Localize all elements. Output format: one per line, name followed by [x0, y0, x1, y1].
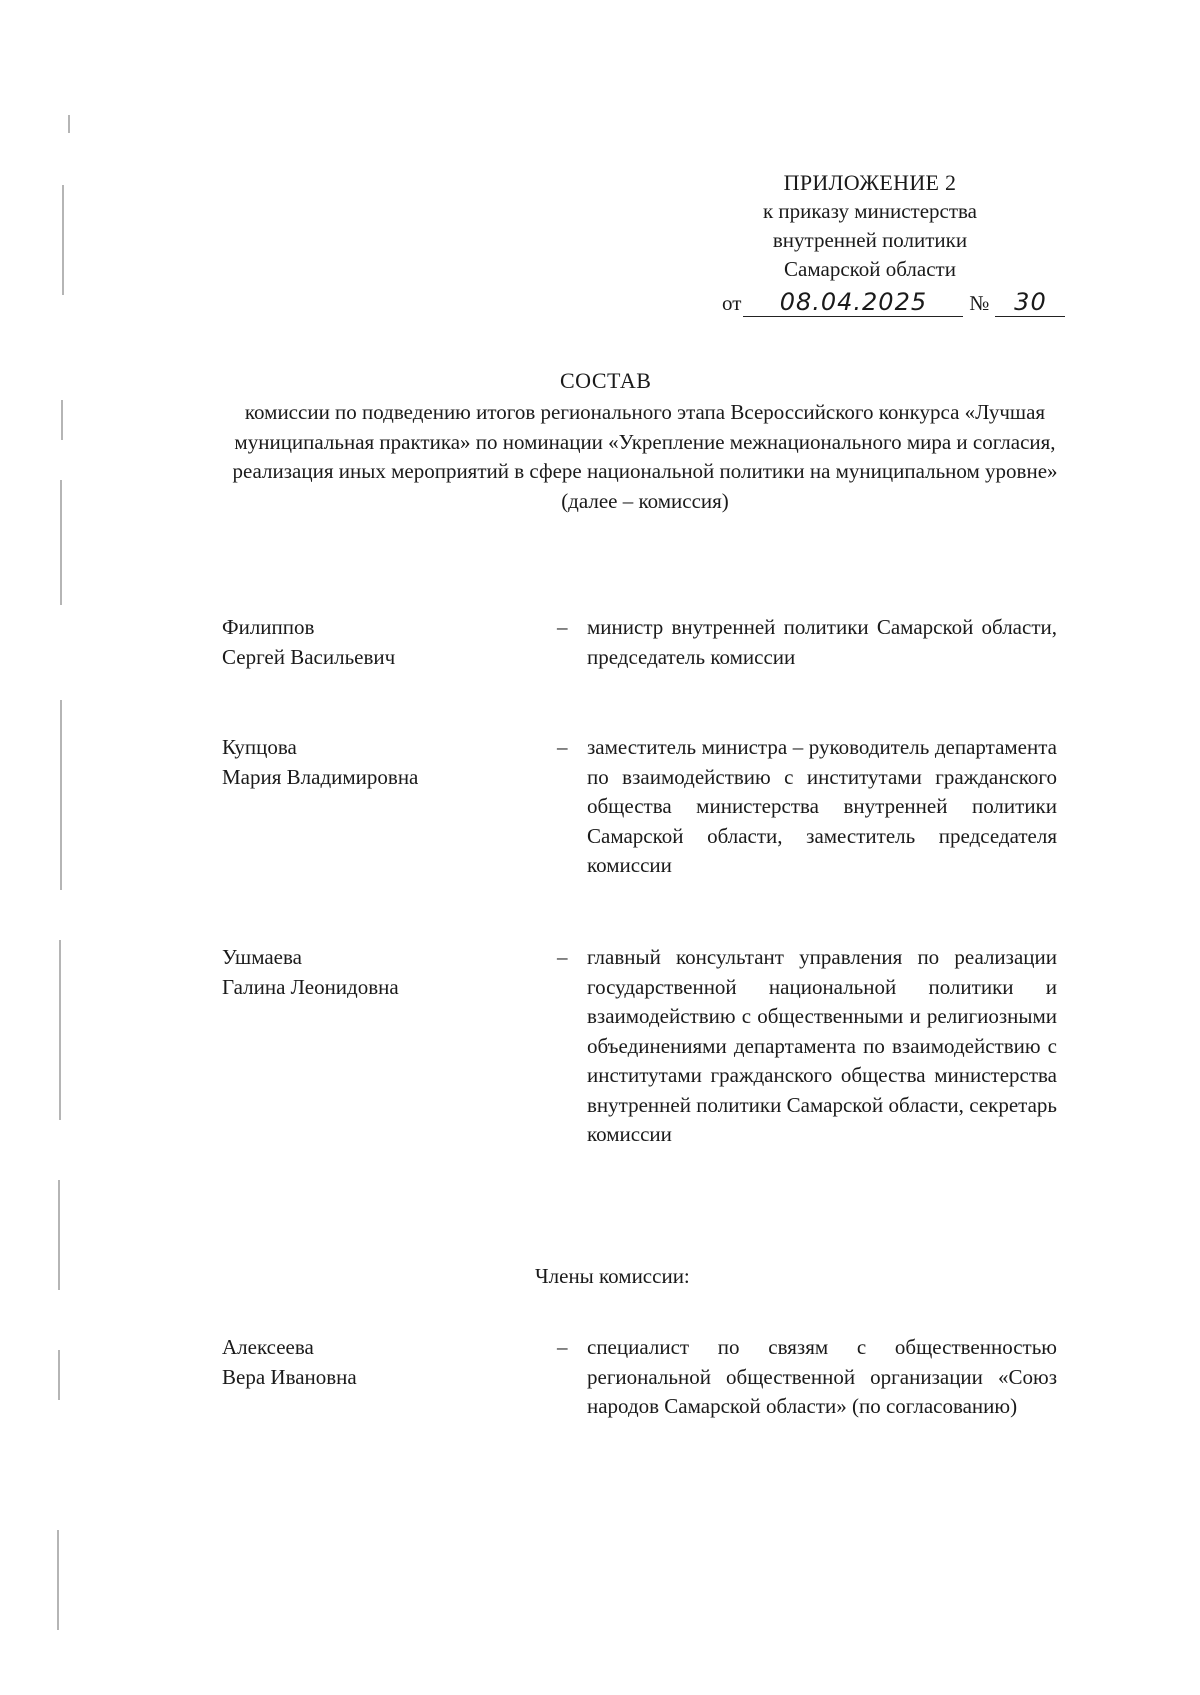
appendix-title: ПРИЛОЖЕНИЕ 2: [783, 170, 957, 195]
scan-artifact: [59, 940, 61, 1120]
dash: –: [557, 615, 568, 639]
scan-artifact: [61, 400, 63, 440]
scan-artifact: [58, 1180, 60, 1290]
member-surname: Ушмаева: [222, 945, 302, 969]
member-role: специалист по связям с общественностью региональной общественной организации «Союз народов Самарской области» (по согласованию): [587, 1335, 1057, 1418]
document-description: комиссии по подведению итогов регионального этапа Всероссийского конкурса «Лучшая муниципальная практика» по номинации «Укрепление межнационального мира и согласия, реализация иных мероприятий в сфере национальной политики на муниципальном уровне» (далее – комиссия): [232, 400, 1058, 513]
scan-artifact: [60, 700, 62, 890]
dash: –: [557, 735, 568, 759]
member-given-names: Галина Леонидовна: [222, 974, 399, 999]
dash: –: [557, 1335, 568, 1359]
dash: –: [557, 945, 568, 969]
scan-artifact: [58, 1350, 60, 1400]
member-surname: Филиппов: [222, 615, 315, 639]
member-name: [222, 733, 522, 792]
member-surname: Купцова: [222, 735, 297, 759]
member-given-names: Сергей Васильевич: [222, 644, 396, 669]
document-title: СОСТАВ: [560, 368, 652, 393]
member-given-names: Вера Ивановна: [222, 1364, 357, 1389]
scan-artifact: [60, 480, 62, 605]
scan-artifact: [68, 115, 70, 133]
member-surname: Алексеева: [222, 1335, 314, 1359]
member-role: главный консультант управления по реализации государственной национальной политики и взаимодействию с общественными и религиозными объединениями департамента по взаимодействию с институтами гражданского общества министерства внутренней политики Самарской области, секретарь комиссии: [587, 945, 1057, 1146]
member-role: заместитель министра – руководитель департамента по взаимодействию с институтами гражданского общества министерства внутренней политики Самарской области, заместитель председателя комиссии: [587, 735, 1057, 877]
member-name: [222, 1333, 522, 1392]
appendix-line: внутренней политики: [772, 228, 968, 252]
order-number: 30: [995, 288, 1065, 317]
appendix-line: к приказу министерства: [762, 199, 978, 223]
scan-artifact: [57, 1530, 59, 1630]
member-given-names: Мария Владимировна: [222, 764, 419, 789]
member-name: [222, 943, 522, 1002]
scan-artifact: [62, 185, 64, 295]
order-date-line: [722, 288, 1062, 317]
number-prefix: №: [969, 291, 990, 315]
member-name: [222, 613, 522, 672]
order-date: 08.04.2025: [743, 288, 963, 317]
date-prefix: от: [722, 291, 742, 315]
appendix-line: Самарской области: [784, 257, 956, 281]
member-role: министр внутренней политики Самарской области, председатель комиссии: [587, 615, 1057, 669]
members-heading: Члены комиссии:: [535, 1264, 690, 1288]
appendix-header: [700, 168, 1040, 284]
